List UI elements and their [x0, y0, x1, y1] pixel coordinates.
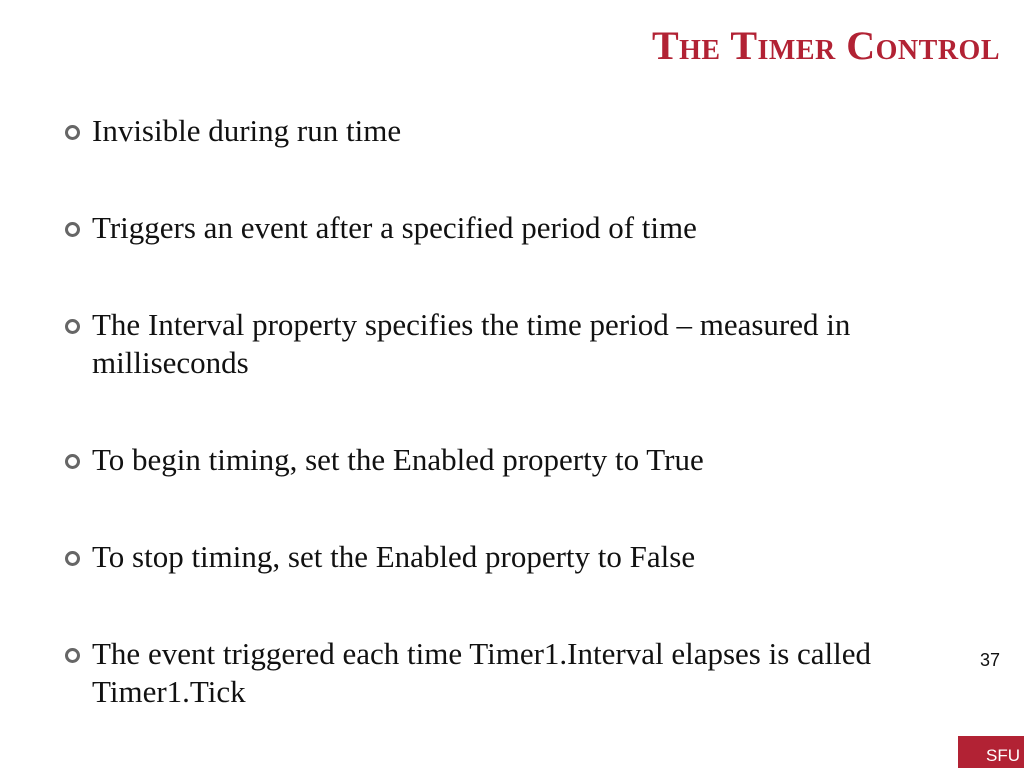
slide-title: The Timer Control [651, 23, 1000, 68]
sfu-logo [958, 736, 1024, 768]
bullet-text: The Interval property specifies the time period – measured in milliseconds [92, 307, 851, 380]
bullet-item [62, 635, 942, 711]
bullet-item [62, 209, 942, 247]
bullet-ring-icon [65, 454, 80, 469]
bullet-item [62, 441, 942, 479]
bullet-text: Invisible during run time [92, 113, 402, 148]
bullet-text: To stop timing, set the Enabled property to False [92, 539, 696, 574]
bullet-item [62, 306, 942, 382]
bullet-text: Triggers an event after a specified period of time [92, 210, 697, 245]
logo-text: SFU [986, 746, 1020, 765]
bullet-text: To begin timing, set the Enabled property to True [92, 442, 704, 477]
bullet-ring-icon [65, 551, 80, 566]
bullet-ring-icon [65, 648, 80, 663]
bullet-list [62, 112, 942, 770]
bullet-ring-icon [65, 319, 80, 334]
page-number: 37 [979, 650, 1000, 670]
bullet-item [62, 112, 942, 150]
bullet-text: The event triggered each time Timer1.Interval elapses is called Timer1.Tick [92, 636, 872, 709]
bullet-ring-icon [65, 125, 80, 140]
bullet-ring-icon [65, 222, 80, 237]
bullet-item [62, 538, 942, 576]
